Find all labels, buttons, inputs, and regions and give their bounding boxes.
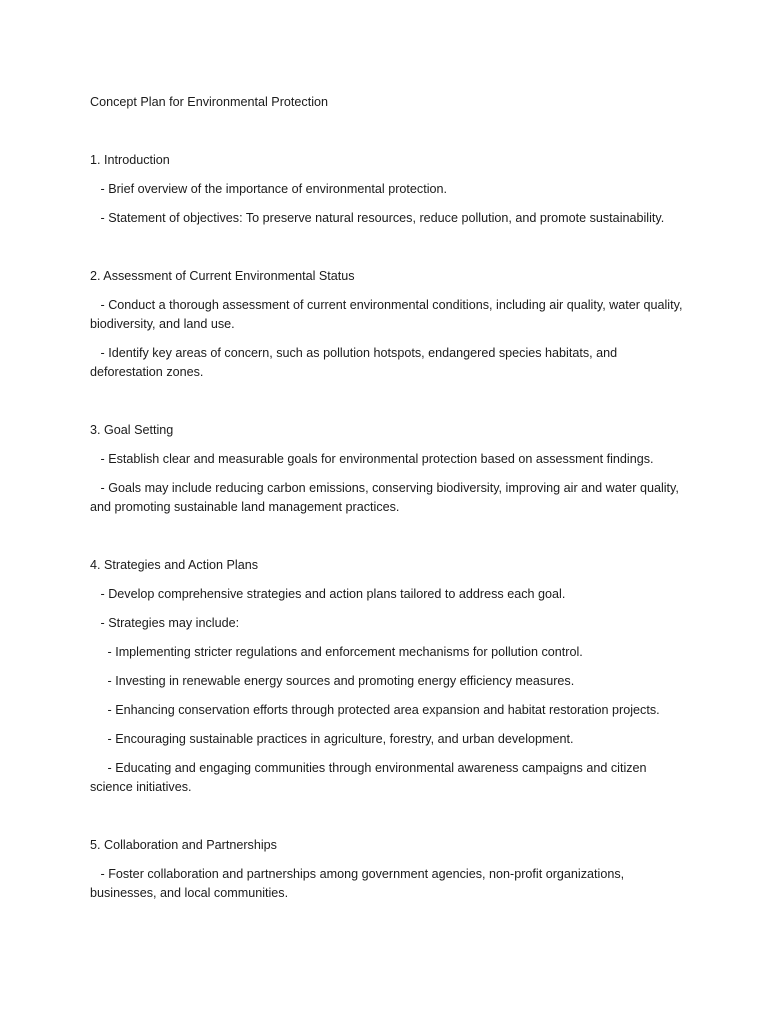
section-strategies xyxy=(90,556,688,797)
sub-bullet: - Encouraging sustainable practices in agriculture, forestry, and urban development. xyxy=(90,732,574,746)
sub-bullet: - Investing in renewable energy sources and promoting energy efficiency measures. xyxy=(90,674,575,688)
section-assessment xyxy=(90,267,688,382)
section-heading: 3. Goal Setting xyxy=(90,423,174,437)
paragraph: - Strategies may include: xyxy=(90,616,240,630)
paragraph: - Statement of objectives: To preserve natural resources, reduce pollution, and promote sustainability. xyxy=(90,211,665,225)
section-goal-setting xyxy=(90,421,688,517)
sub-bullet: - Implementing stricter regulations and enforcement mechanisms for pollution control. xyxy=(90,645,583,659)
section-heading: 4. Strategies and Action Plans xyxy=(90,558,259,572)
section-collaboration xyxy=(90,836,688,903)
paragraph: - Goals may include reducing carbon emissions, conserving biodiversity, improving air and water quality, and promoting sustainable land management practices. xyxy=(90,481,683,514)
paragraph: - Develop comprehensive strategies and action plans tailored to address each goal. xyxy=(90,587,566,601)
document-title: Concept Plan for Environmental Protection xyxy=(90,95,329,109)
paragraph: - Conduct a thorough assessment of current environmental conditions, including air quality, water quality, biodiversity, and land use. xyxy=(90,298,686,331)
sub-bullet: - Educating and engaging communities through environmental awareness campaigns and citizen science initiatives. xyxy=(90,761,651,794)
section-heading: 5. Collaboration and Partnerships xyxy=(90,838,277,852)
section-heading: 2. Assessment of Current Environmental Status xyxy=(90,269,355,283)
paragraph: - Foster collaboration and partnerships among government agencies, non-profit organizations, businesses, and local communities. xyxy=(90,867,628,900)
paragraph: - Establish clear and measurable goals for environmental protection based on assessment findings. xyxy=(90,452,654,466)
sub-bullet: - Enhancing conservation efforts through protected area expansion and habitat restoration projects. xyxy=(90,703,660,717)
paragraph: - Brief overview of the importance of environmental protection. xyxy=(90,182,447,196)
section-heading: 1. Introduction xyxy=(90,153,170,167)
paragraph: - Identify key areas of concern, such as pollution hotspots, endangered species habitats, and deforestation zones. xyxy=(90,346,621,379)
section-introduction xyxy=(90,151,688,228)
